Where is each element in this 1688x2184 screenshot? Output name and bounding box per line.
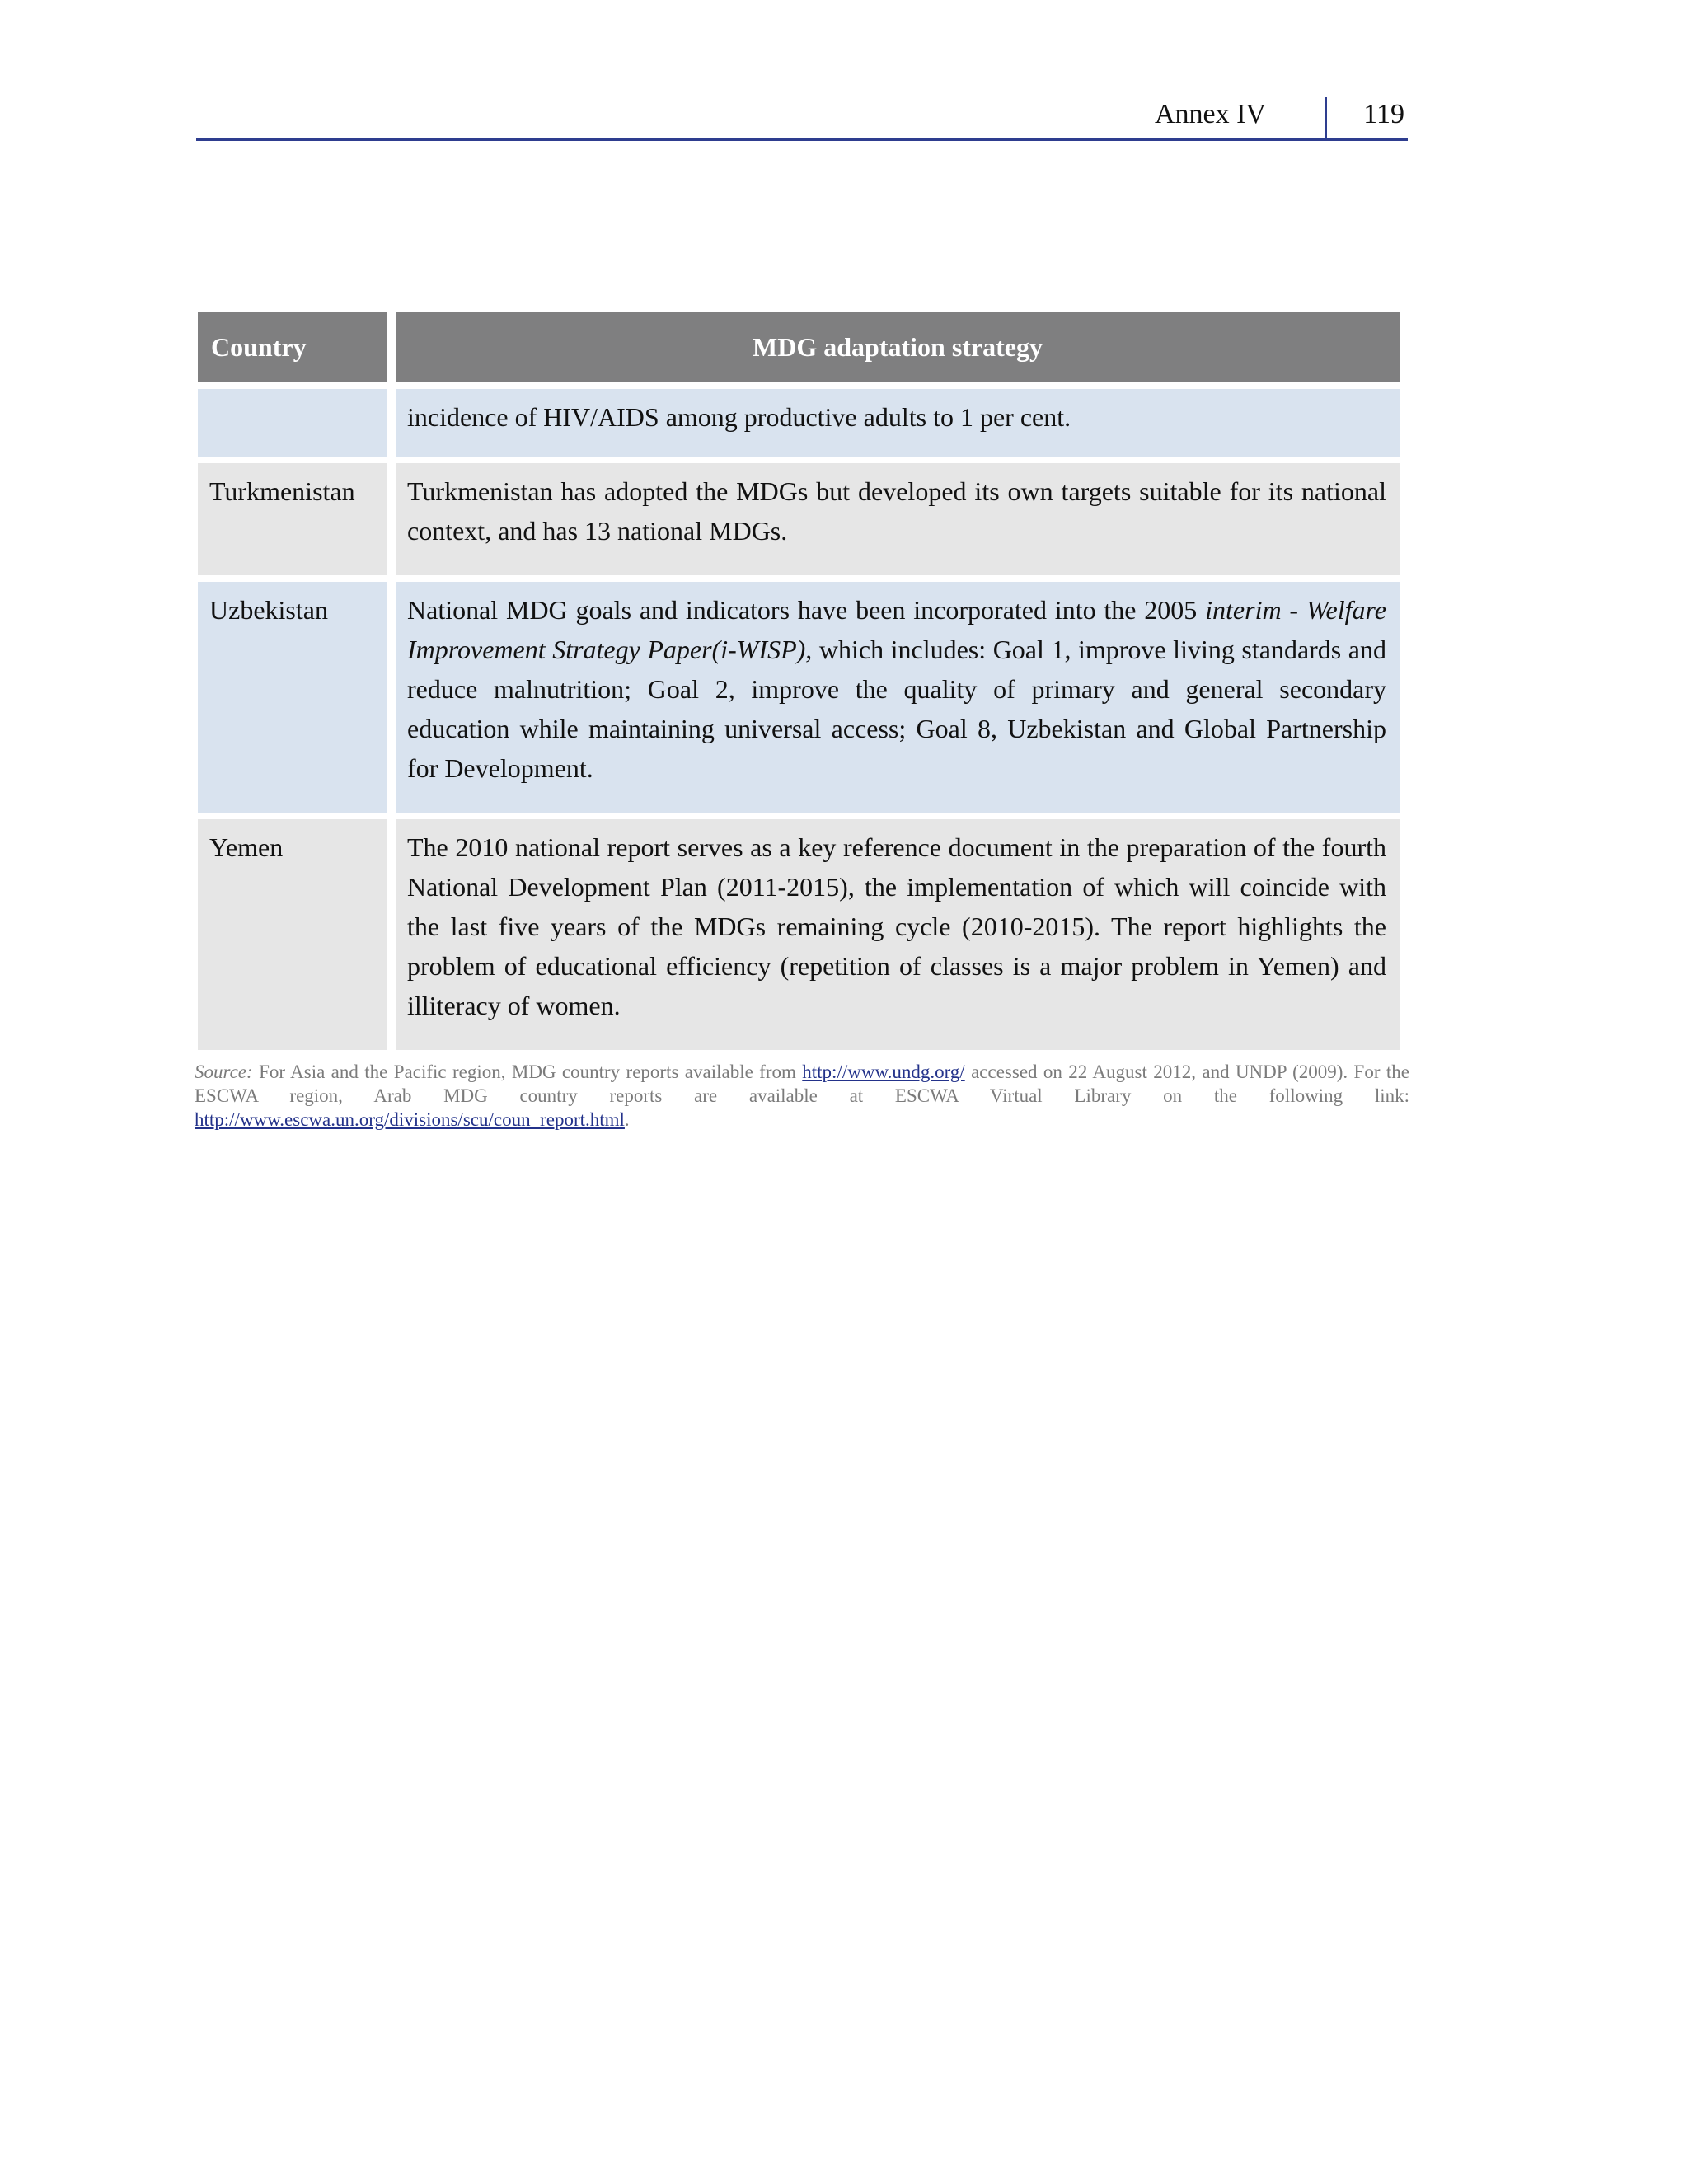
- strategy-cell: incidence of HIV/AIDS among productive adults to 1 per cent.: [396, 389, 1400, 457]
- strategy-cell: [396, 582, 1400, 813]
- strategy-document-title: interim - Welfare Improvement Strategy Paper(i-WISP),: [407, 595, 1387, 664]
- strategy-cell: The 2010 national report serves as a key reference document in the preparation of the fourth National Development Plan (2011-2015), the implementation of which will coincide with the last five years of the MDGs remaining cycle (2010-2015). The report highlights the problem of educational efficiency (repetition of classes is a major problem in Yemen) and illiteracy of women.: [396, 819, 1400, 1050]
- strategy-text: which includes: Goal 1, improve living standards and reduce malnutrition; Goal 2, improve the quality of primary and general secondary education while maintaining universal access; Goal 8, Uzbekistan and Global Partnership for Development.: [407, 635, 1387, 783]
- source-label: Source:: [195, 1062, 253, 1082]
- header-divider: [1325, 97, 1327, 140]
- country-cell: [198, 389, 387, 457]
- table-row: [198, 819, 1400, 1050]
- mdg-strategy-table: [190, 305, 1408, 1057]
- column-header-strategy: MDG adaptation strategy: [396, 312, 1400, 382]
- page-number: 119: [1363, 99, 1404, 129]
- running-header: [196, 94, 1408, 141]
- table-row: [198, 389, 1400, 457]
- country-cell: Uzbekistan: [198, 582, 387, 813]
- column-header-country: Country: [198, 312, 387, 382]
- country-cell: Yemen: [198, 819, 387, 1050]
- table-row: [198, 582, 1400, 813]
- source-text: .: [624, 1109, 630, 1130]
- strategy-text: National MDG goals and indicators have been incorporated into the 2005: [407, 595, 1206, 625]
- table-header-row: [198, 312, 1400, 382]
- header-section-title: Annex IV: [1154, 99, 1266, 129]
- source-text: accessed on 22 August 2012, and UNDP (2009). For the ESCWA region, Arab MDG country reports are available at ESCWA Virtual Library on the following link:: [195, 1062, 1409, 1106]
- strategy-cell: Turkmenistan has adopted the MDGs but developed its own targets suitable for its national context, and has 13 national MDGs.: [396, 463, 1400, 575]
- source-note: [195, 1060, 1409, 1132]
- country-cell: Turkmenistan: [198, 463, 387, 575]
- escwa-link[interactable]: http://www.escwa.un.org/divisions/scu/coun_report.html: [195, 1109, 625, 1130]
- table-row: [198, 463, 1400, 575]
- undg-link[interactable]: http://www.undg.org/: [802, 1062, 965, 1082]
- source-text: For Asia and the Pacific region, MDG country reports available from: [252, 1062, 803, 1082]
